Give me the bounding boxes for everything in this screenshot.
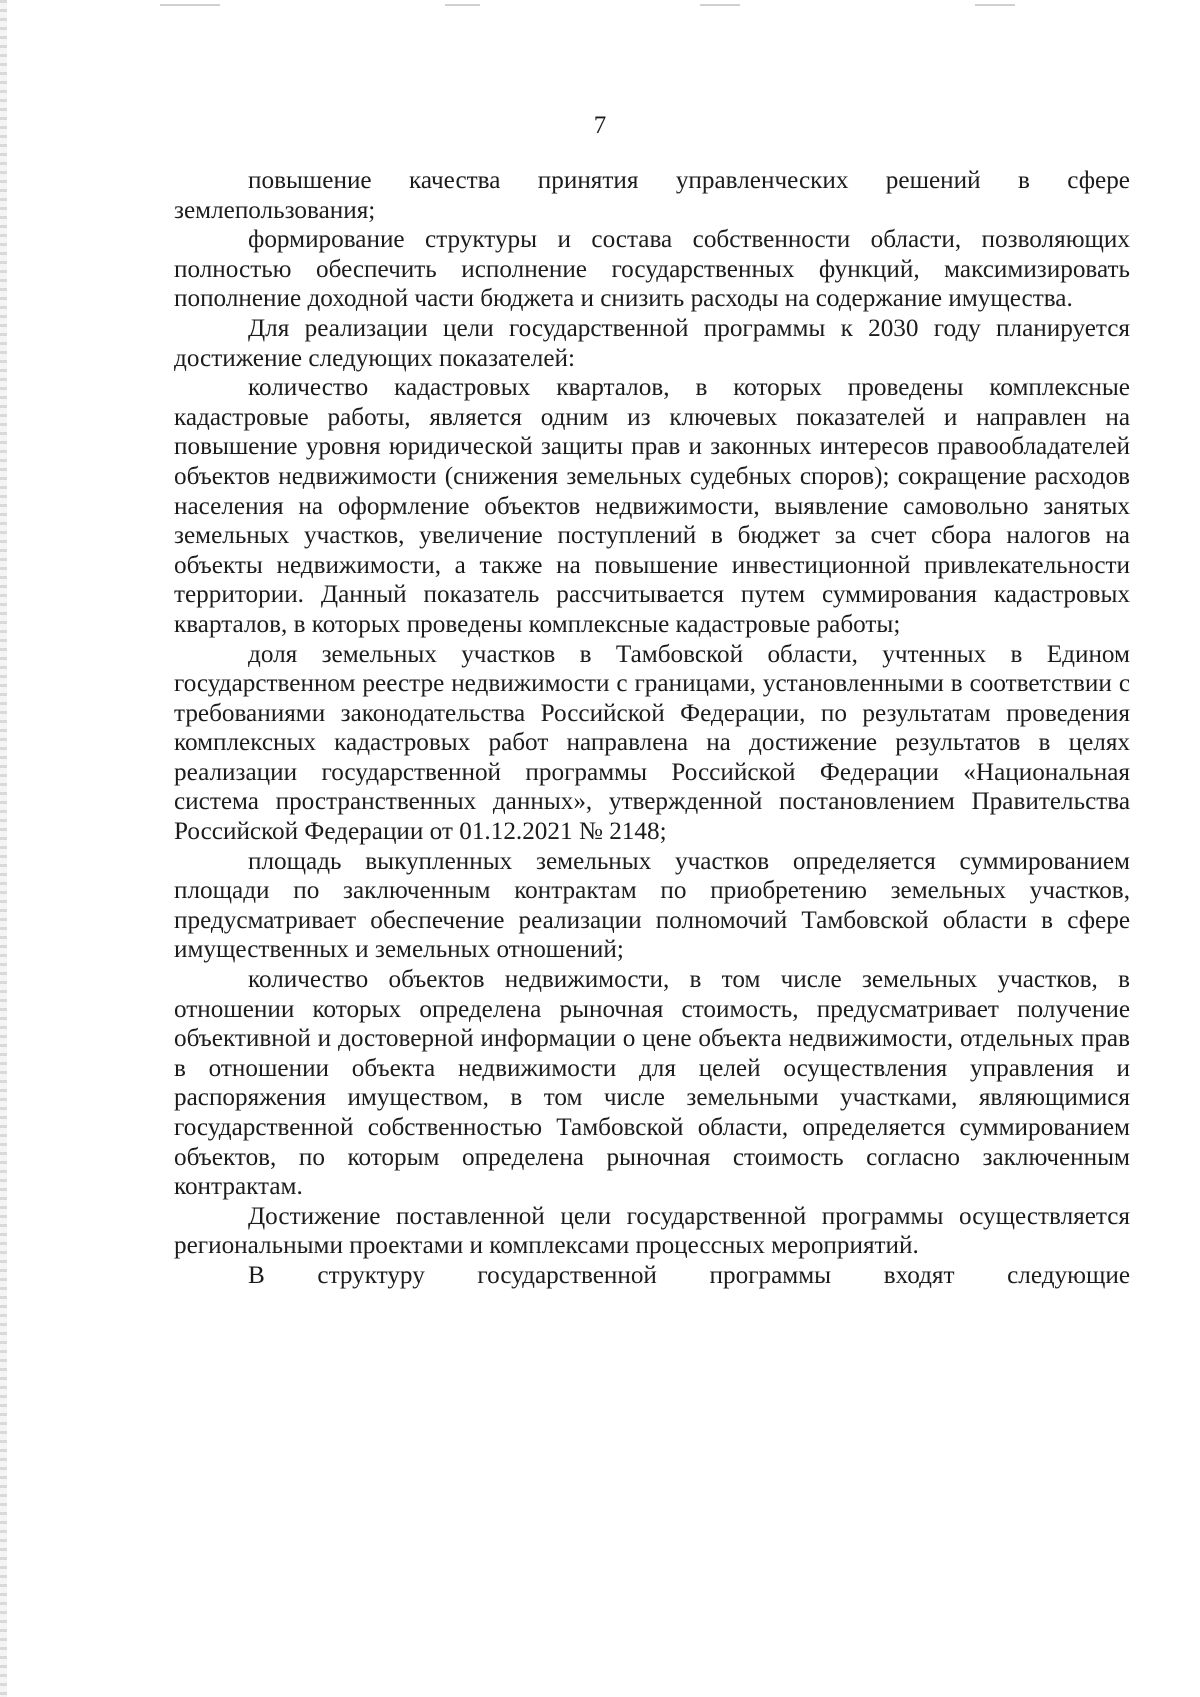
paragraph-purchased-plots: площадь выкупленных земельных участков определяется суммированием площади по заключенным контрактам по приобретению земельных участков, предусматривает обеспечение реализации полномочий Тамбовской области в сфере имущественных и земельных отношений; <box>174 847 1130 964</box>
paragraph-cadastral-quarters: количество кадастровых кварталов, в которых проведены комплексные кадастровые работы, является одним из ключевых показателей и направлен на повышение уровня юридической защиты прав и законных интересов правообладателей объектов недвижимости (снижения земельных судебных споров); сокращение расходов населения на оформление объектов недвижимости, выявление самовольно занятых земельных участков, увеличение поступлений в бюджет за счет сбора налогов на объекты недвижимости, а также на повышение инвестиционной привлекательности территории. Данный показатель рассчитывается путем суммирования кадастровых кварталов, в которых проведены комплексные кадастровые работы; <box>174 374 1130 638</box>
paragraph-goal-achievement: Достижение поставленной цели государственной программы осуществляется региональными проектами и комплексами процессных мероприятий. <box>174 1202 1130 1260</box>
document-body <box>174 166 1130 1291</box>
page-number: 7 <box>593 112 607 139</box>
paragraph-land-plots-share: доля земельных участков в Тамбовской области, учтенных в Едином государственном реестре недвижимости с границами, установленными в соответствии с требованиями законодательства Российской Федерации, по результатам проведения комплексных кадастровых работ направлена на достижение результатов в целях реализации государственной программы Российской Федерации «Национальная система пространственных данных», утвержденной постановлением Правительства Российской Федерации от 01.12.2021 № 2148; <box>174 640 1130 846</box>
scan-left-edge <box>0 0 7 1697</box>
paragraph-market-value: количество объектов недвижимости, в том числе земельных участков, в отношении которых определена рыночная стоимость, предусматривает получение объективной и достоверной информации о цене объекта недвижимости, отдельных прав в отношении объекта недвижимости для целей осуществления управления и распоряжения имуществом, в том числе земельными участками, являющимися государственной собственностью Тамбовской области, определяется суммированием объектов, по которым определена рыночная стоимость согласно заключенным контрактам. <box>174 966 1130 1201</box>
scan-top-marks <box>0 4 1200 10</box>
paragraph-program-structure: В структуру государственной программы входят следующие <box>248 1261 1130 1289</box>
paragraph-indicators-intro: Для реализации цели государственной программы к 2030 году планируется достижение следующих показателей: <box>174 314 1130 372</box>
paragraph-property-structure: формирование структуры и состава собственности области, позволяющих полностью обеспечить исполнение государственных функций, максимизировать пополнение доходной части бюджета и снизить расходы на содержание имущества. <box>174 226 1130 313</box>
paragraph-improve-decisions: повышение качества принятия управленческих решений в сфере землепользования; <box>174 167 1130 224</box>
